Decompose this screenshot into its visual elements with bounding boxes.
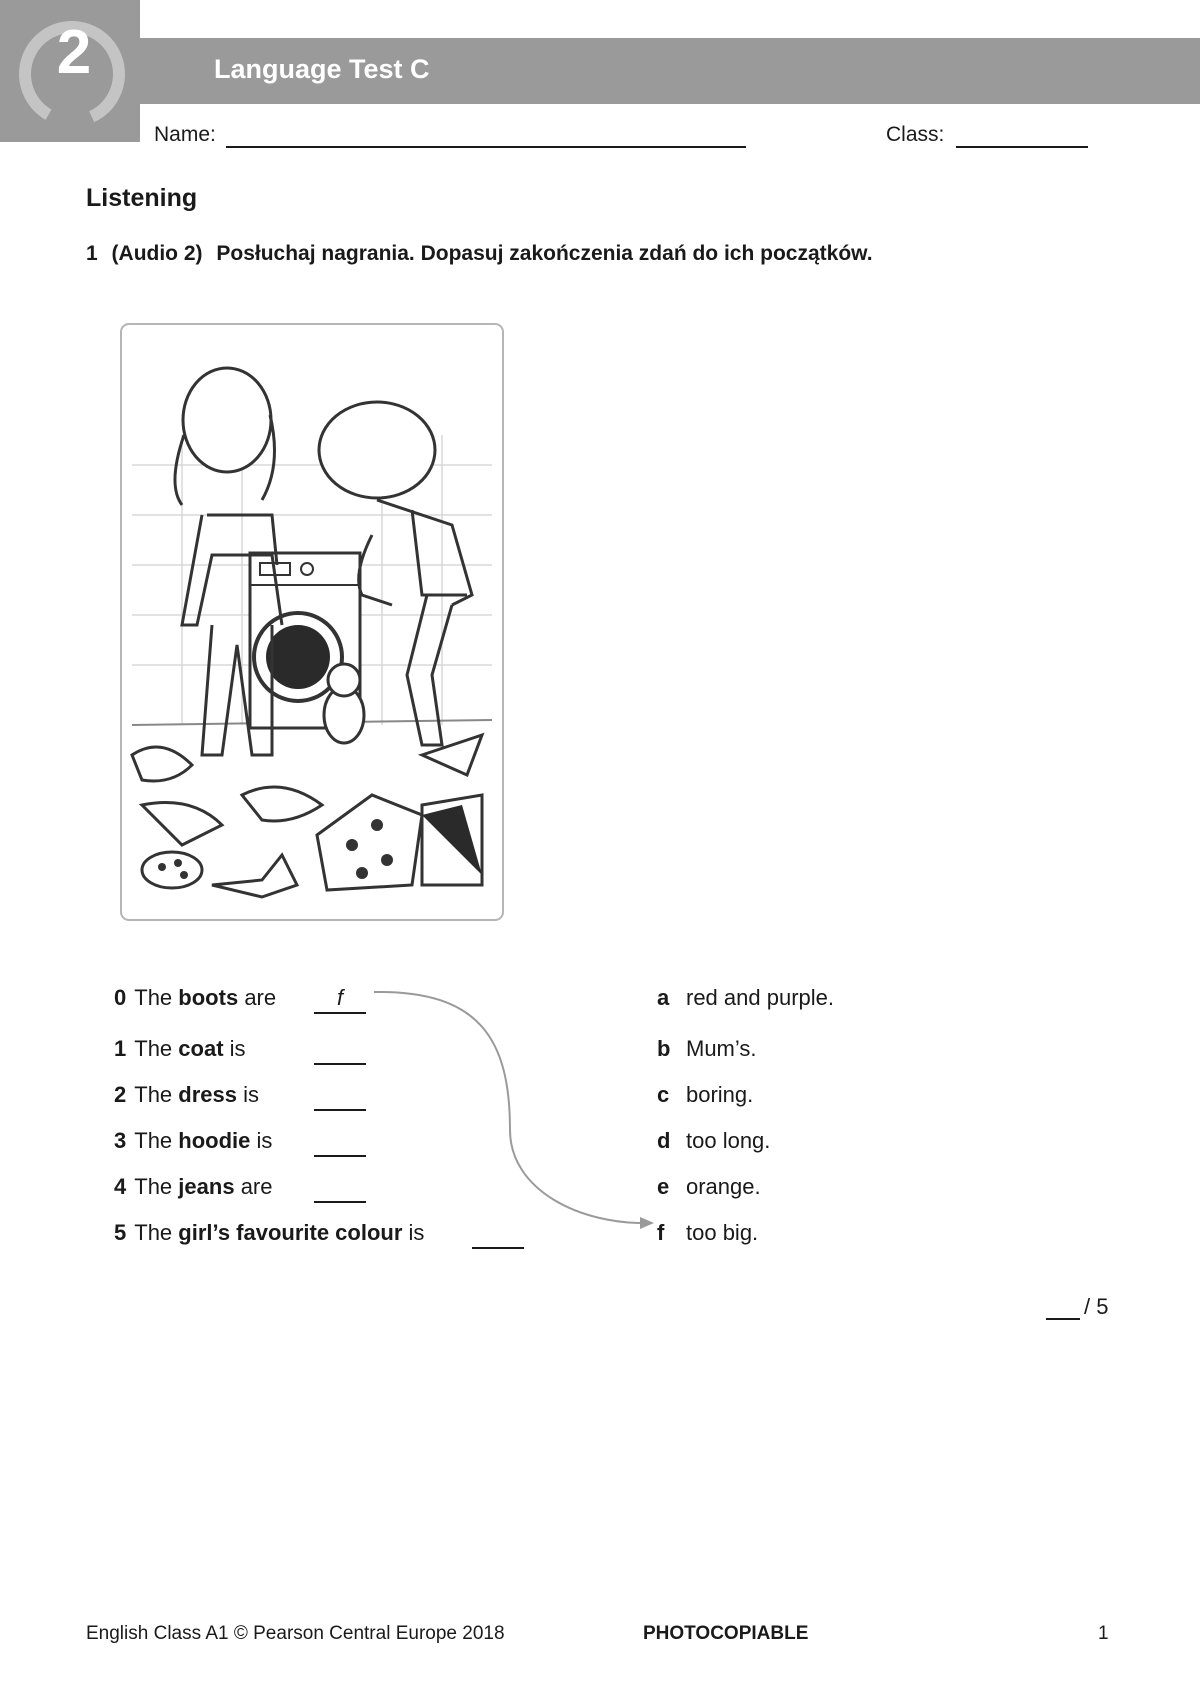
score-blank[interactable] — [1046, 1298, 1080, 1320]
ending-e — [657, 1174, 761, 1200]
answer-blank-5[interactable] — [472, 1220, 524, 1249]
ending-text: too big. — [686, 1220, 759, 1245]
item-number: 1 — [114, 1036, 127, 1061]
item-row-2 — [114, 1082, 259, 1108]
item-verb: is — [256, 1128, 273, 1153]
item-row-3 — [114, 1128, 272, 1154]
title-band — [140, 38, 1200, 104]
item-keyword: girl’s favourite colour — [178, 1220, 403, 1245]
item-verb: are — [240, 1174, 273, 1199]
ending-letter: c — [657, 1082, 670, 1107]
answer-blank-2[interactable] — [314, 1082, 366, 1111]
unit-number: 2 — [56, 18, 92, 87]
item-start: The — [134, 1220, 173, 1245]
ending-text: too long. — [686, 1128, 771, 1153]
item-start: The — [134, 1036, 173, 1061]
item-number: 2 — [114, 1082, 127, 1107]
exercise-number: 1 — [86, 242, 98, 265]
footer-photocopiable: PHOTOCOPIABLE — [643, 1623, 809, 1644]
class-label: Class: — [886, 123, 945, 146]
example-match-arrow — [360, 980, 670, 1240]
unit-badge — [0, 0, 140, 142]
item-keyword: jeans — [178, 1174, 235, 1199]
item-verb: is — [229, 1036, 246, 1061]
item-verb: is — [243, 1082, 260, 1107]
item-row-0 — [114, 985, 344, 1011]
answer-blank-3[interactable] — [314, 1128, 366, 1157]
item-start: The — [134, 1174, 173, 1199]
footer-copyright: English Class A1 © Pearson Central Europe 2018 — [86, 1623, 505, 1644]
exercise-illustration — [120, 323, 504, 921]
item-start: The — [134, 985, 173, 1010]
ending-b — [657, 1036, 757, 1062]
name-field[interactable] — [226, 146, 746, 148]
item-row-4 — [114, 1174, 272, 1200]
item-start: The — [134, 1128, 173, 1153]
item-number: 3 — [114, 1128, 127, 1153]
ending-d — [657, 1128, 770, 1154]
answer-blank-0[interactable]: f — [314, 985, 366, 1014]
instruction-text: Posłuchaj nagrania. Dopasuj zakończenia zdań do ich początków. — [216, 242, 873, 265]
ending-letter: f — [657, 1220, 665, 1245]
section-title: Listening — [86, 184, 198, 212]
item-keyword: coat — [178, 1036, 224, 1061]
item-keyword: hoodie — [178, 1128, 251, 1153]
item-verb: are — [244, 985, 277, 1010]
exercise-instruction — [86, 242, 881, 266]
item-number: 5 — [114, 1220, 127, 1245]
ending-c — [657, 1082, 753, 1108]
ending-f — [657, 1220, 758, 1246]
score-box — [1046, 1294, 1108, 1320]
item-number: 4 — [114, 1174, 127, 1199]
item-number: 0 — [114, 985, 127, 1010]
answer-blank-1[interactable] — [314, 1036, 366, 1065]
test-title: Language Test C — [214, 54, 430, 84]
page-number: 1 — [1098, 1623, 1109, 1644]
item-keyword: boots — [178, 985, 239, 1010]
ending-text: boring. — [686, 1082, 754, 1107]
item-row-1 — [114, 1036, 246, 1062]
ending-letter: e — [657, 1174, 670, 1199]
class-field[interactable] — [956, 146, 1088, 148]
laundry-scene-illustration — [122, 325, 502, 919]
item-start: The — [134, 1082, 173, 1107]
ending-a — [657, 985, 834, 1011]
answer-blank-4[interactable] — [314, 1174, 366, 1203]
ending-text: orange. — [686, 1174, 761, 1199]
item-keyword: dress — [178, 1082, 238, 1107]
audio-reference: (Audio 2) — [111, 242, 203, 265]
score-total: / 5 — [1084, 1294, 1109, 1319]
ending-letter: b — [657, 1036, 671, 1061]
ending-letter: a — [657, 985, 670, 1010]
item-row-5 — [114, 1220, 424, 1246]
ending-text: red and purple. — [686, 985, 834, 1010]
ending-text: Mum’s. — [686, 1036, 757, 1061]
item-verb: is — [408, 1220, 425, 1245]
ending-letter: d — [657, 1128, 671, 1153]
name-label: Name: — [154, 123, 216, 146]
